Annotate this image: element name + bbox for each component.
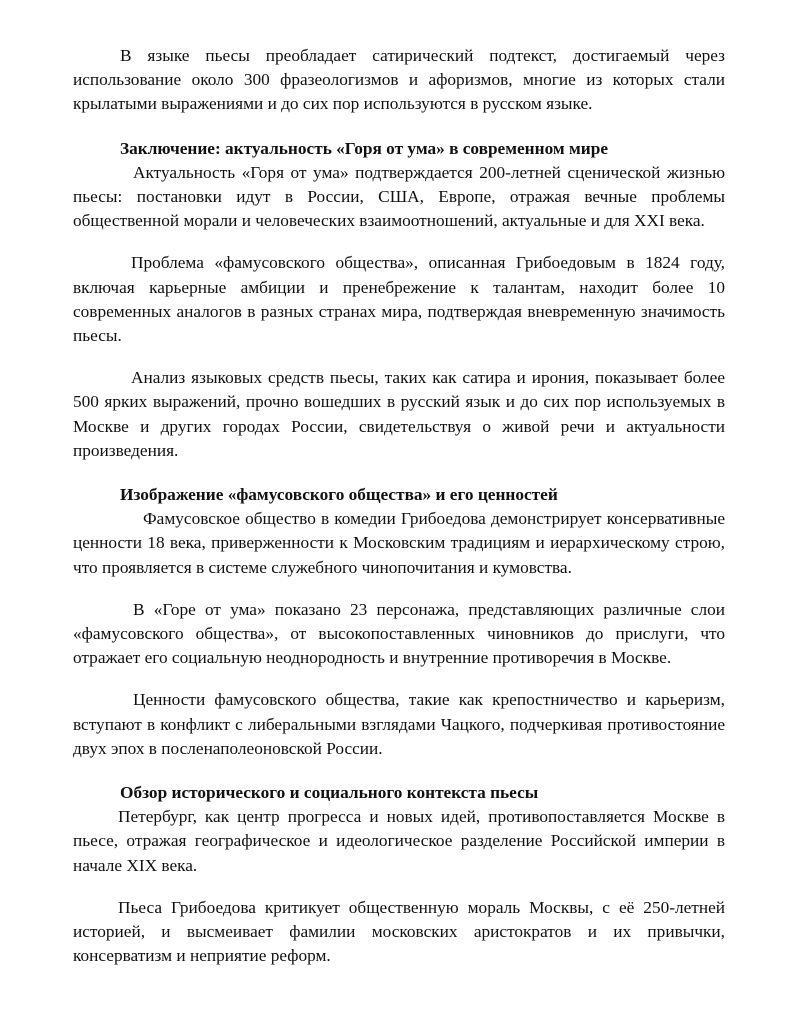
paragraph-moral-critique: Пьеса Грибоедова критикует общественную мораль Москвы, с её 250-летней историей, и высмеивает фамилии московских аристократов и их привычки, консерватизм и неприятие реформ.	[73, 897, 725, 966]
paragraph-relevance: Актуальность «Горя от ума» подтверждается 200-летней сценической жизнью пьесы: постановки идут в России, США, Европе, отражая вечные проблемы общественной морали и человеческих взаимоотношений, актуальные и для XXI века.	[73, 162, 725, 231]
paragraph-characters: В «Горе от ума» показано 23 персонажа, представляющих различные слои «фамусовского общества», от высокопоставленных чиновников до прислуги, что отражает его социальную неоднородность и внутренние противоречия в Москве.	[73, 599, 725, 668]
document-page	[73, 44, 725, 969]
paragraph-language-satire: В языке пьесы преобладает сатирический подтекст, достигаемый через использование около 300 фразеологизмов и афоризмов, многие из которых стали крылатыми выражениями и до сих пор используются в русском языке.	[73, 46, 725, 114]
paragraph-conservative-values: Фамусовское общество в комедии Грибоедова демонстрирует консервативные ценности 18 века, приверженности к Московским традициям и иерархическому строю, что проявляется в системе служебного чинопочитания и кумовства.	[73, 509, 725, 577]
paragraph-famusov-problem: Проблема «фамусовского общества», описанная Грибоедовым в 1824 году, включая карьерные амбиции и пренебрежение к талантам, находит более 10 современных аналогов в разных странах мира, подтверждая вневременную значимость пьесы.	[73, 253, 725, 346]
section-heading-famusov-society: Изображение «фамусовского общества» и его ценностей	[120, 485, 558, 505]
section-heading-conclusion: Заключение: актуальность «Горя от ума» в современном мире	[120, 138, 608, 158]
paragraph-values-conflict: Ценности фамусовского общества, такие как крепостничество и карьеризм, вступают в конфликт с либеральными взглядами Чацкого, подчеркивая противостояние двух эпох в посленаполеоновской России.	[73, 690, 725, 758]
section-heading-historical-context: Обзор исторического и социального контекста пьесы	[120, 783, 539, 803]
paragraph-petersburg-moscow: Петербург, как центр прогресса и новых идей, противопоставляется Москве в пьесе, отражая географическое и идеологическое разделение Российской империи в начале XIX века.	[73, 807, 725, 875]
paragraph-language-analysis: Анализ языковых средств пьесы, таких как сатира и ирония, показывает более 500 ярких выражений, прочно вошедших в русский язык и до сих пор используемых в Москве и других городах России, свидетельствуя о живой речи и актуальности произведения.	[73, 368, 725, 460]
